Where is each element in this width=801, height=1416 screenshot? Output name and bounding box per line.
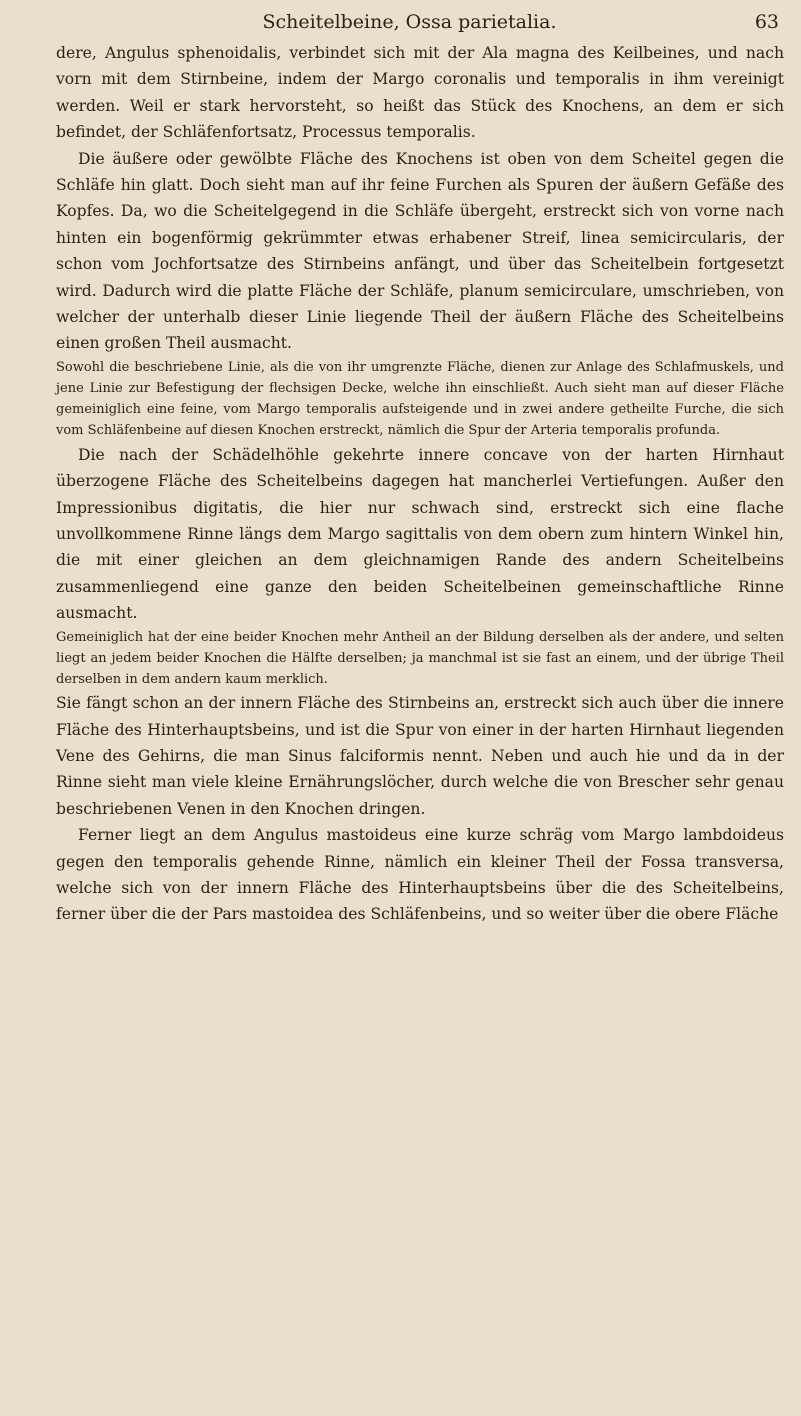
paragraph: Sie fängt schon an der innern Fläche des Stirnbeins an, erstreckt sich auch über die innere Fläche des Hinterhauptsbeins, und ist die Spur von einer in der harten Hirnhaut liegenden Vene des Gehirns, die man Sinus falciformis nennt. Neben und auch hie und da in der Rinne sieht man viele kleine Ernährungslöcher, durch welche die von Brescher sehr genau beschriebenen Venen in den Knochen dringen.: [56, 694, 784, 818]
paragraph: Die äußere oder gewölbte Fläche des Knochens ist oben von dem Scheitel gegen die Schläfe hin glatt. Doch sieht man auf ihr feine Furchen als Spuren der äußern Gefäße des Kopfes. Da, wo die Scheitelgegend in die Schläfe übergeht, erstreckt sich von vorne nach hinten ein bogenförmig gekrümmter etwas erhabener Streif, linea semicircularis, der schon vom Jochfortsatze des Stirnbeins anfängt, und über das Scheitelbein fortgesetzt wird. Dadurch wird die platte Fläche der Schläfe, planum semicirculare, umschrieben, von welcher der unterhalb dieser Linie liegende Theil der äußern Fläche des Scheitelbeins einen großen Theil ausmacht.: [56, 149, 784, 353]
paragraph: Ferner liegt an dem Angulus mastoideus eine kurze schräg vom Margo lambdoideus gegen den temporalis gehende Rinne, nämlich ein kleiner Theil der Fossa transversa, welche sich von der innern Fläche des Hinterhauptsbeins über die des Scheitelbeins, ferner über die der Pars mastoidea des Schläfenbeins, und so weiter über die obere Fläche: [56, 826, 784, 924]
running-title: Scheitelbeine, Ossa parietalia.: [262, 11, 557, 33]
page-header: [40, 8, 779, 36]
small-print-note: Gemeiniglich hat der eine beider Knochen mehr Antheil an der Bildung derselben als der andere, und selten liegt an jedem beider Knochen die Hälfte derselben; ja manchmal ist sie fast an einem, und der übrige Theil derselben in dem andern kaum merklich.: [56, 629, 784, 687]
paragraph: Die nach der Schädelhöhle gekehrte innere concave von der harten Hirnhaut überzogene Fläche des Scheitelbeins dagegen hat mancherlei Vertiefungen. Außer den Impressionibus digitatis, die hier nur schwach sind, erstreckt sich eine flache unvollkommene Rinne längs dem Margo sagittalis von dem obern zum hintern Winkel hin, die mit einer gleichen an dem gleichnamigen Rande des andern Scheitelbeins zusammenliegend eine ganze den beiden Scheitelbeinen gemeinschaftliche Rinne ausmacht.: [56, 445, 784, 623]
small-print-note: Sowohl die beschriebene Linie, als die von ihr umgrenzte Fläche, dienen zur Anlage des Schlafmuskels, und jene Linie zur Befestigung der flechsigen Decke, welche ihn einschließt. Auch sieht man auf dieser Fläche gemeiniglich eine feine, vom Margo temporalis aufsteigende und in zwei andere getheilte Furche, die sich vom Schläfenbeine auf diesen Knochen erstreckt, nämlich die Spur der Arteria temporalis profunda.: [56, 359, 784, 439]
paragraph: dere, Angulus sphenoidalis, verbindet sich mit der Ala magna des Keilbeines, und nach vorn mit dem Stirnbeine, indem der Margo coronalis und temporalis in ihm vereinigt werden. Weil er stark hervorsteht, so heißt das Stück des Knochens, an dem er sich befindet, der Schläfenfortsatz, Processus temporalis.: [56, 44, 784, 142]
page-body: [56, 40, 784, 928]
page-number: 63: [754, 11, 779, 33]
